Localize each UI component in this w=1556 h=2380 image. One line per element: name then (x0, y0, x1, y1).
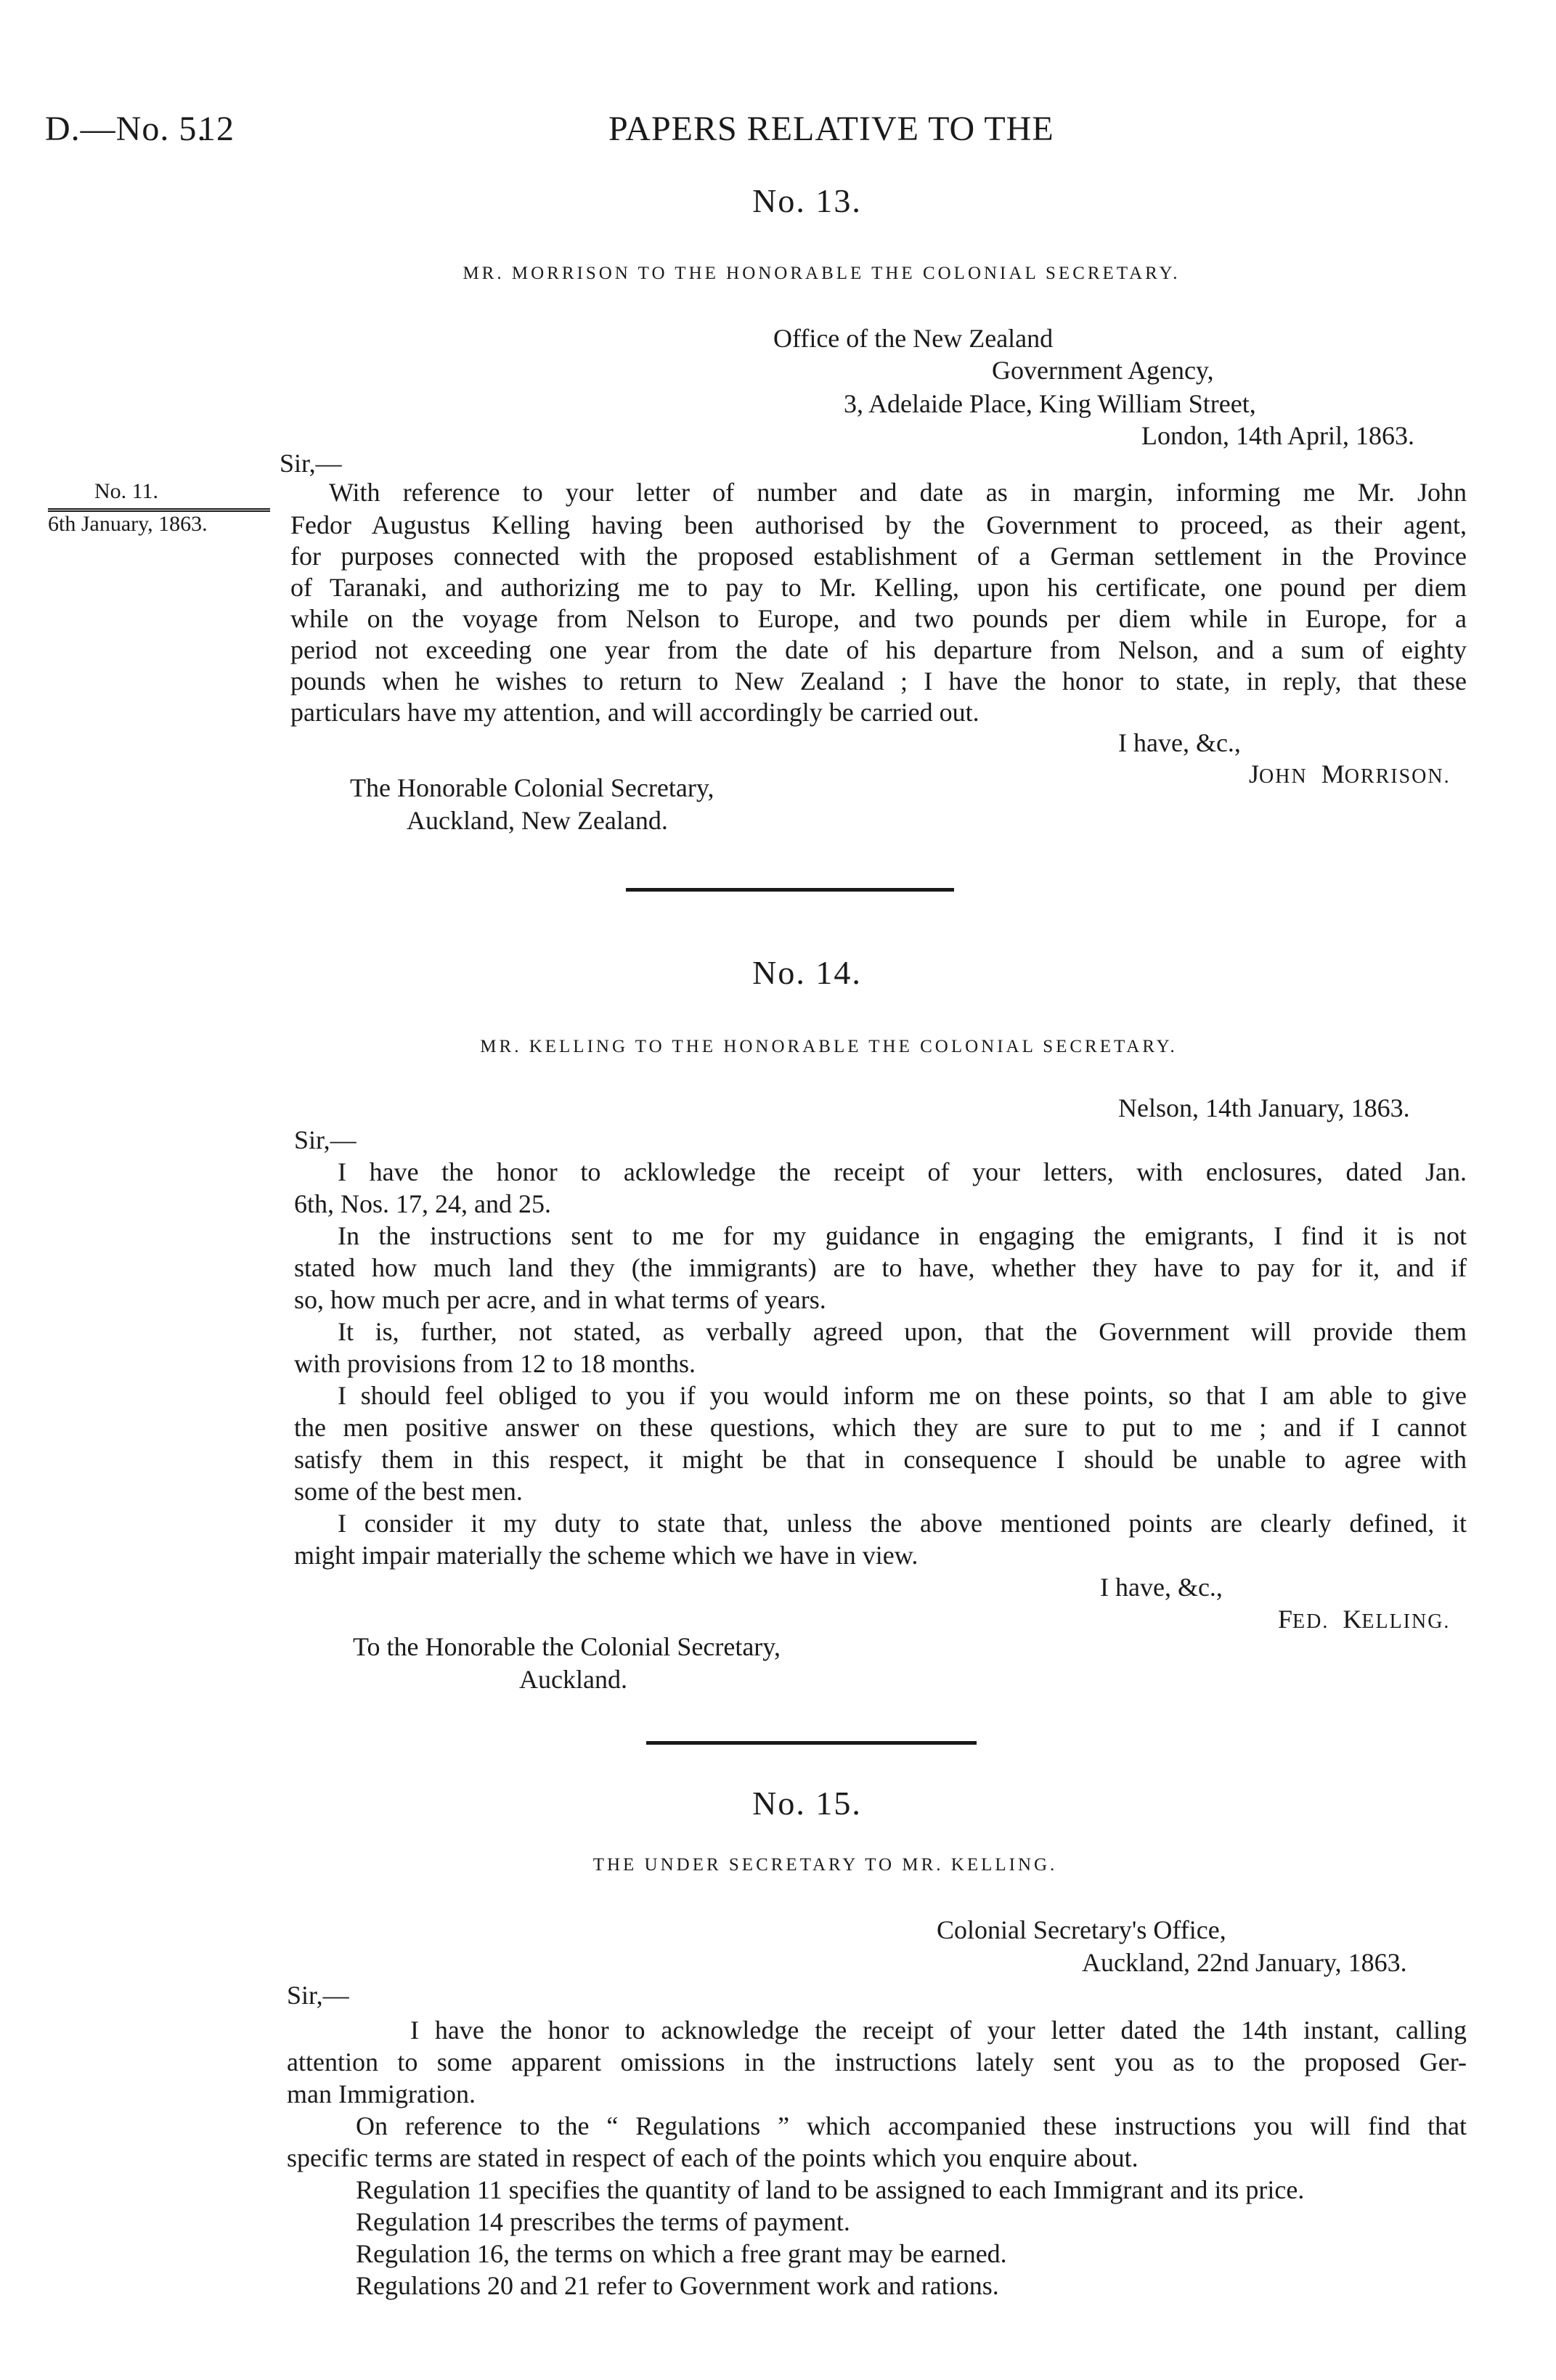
letter-15-body-line: Regulation 11 specifies the quantity of land to be assigned to each Immigrant and its price. (356, 2175, 1305, 2204)
letter-13-body-line: particulars have my attention, and will accordingly be carried out. (290, 698, 979, 727)
letter-15-body-line: Regulation 16, the terms on which a free grant may be earned. (356, 2239, 1007, 2268)
letter-15-body-line: man Immigration. (287, 2079, 476, 2108)
letter-14-number: No. 14. (752, 954, 862, 991)
letter-14-body-line: some of the best men. (294, 1477, 523, 1506)
letter-14-body-line: so, how much per acre, and in what terms of years. (294, 1285, 826, 1314)
signature-rest: OHN (1259, 765, 1308, 788)
letter-14-body-line: with provisions from 12 to 18 months. (294, 1349, 696, 1378)
letter-13-signature (1249, 761, 1451, 790)
series-number: D.—No. 5. (45, 110, 207, 148)
letter-15-body-line: specific terms are stated in respect of each of the points which you enquire about. (287, 2143, 1139, 2172)
letter-15-body-line: On reference to the “ Regulations ” which accompanied these instructions you will find that (356, 2111, 1467, 2140)
letter-14-body-line: satisfy them in this respect, it might be that in consequence I should be unable to agree with (294, 1445, 1467, 1474)
letter-13-address-line: London, 14th April, 1863. (1141, 421, 1414, 450)
margin-ref-date: 6th January, 1863. (48, 510, 270, 537)
letter-15-body-line: I have the honor to acknowledge the receipt of your letter dated the 14th instant, calling (410, 2016, 1467, 2045)
letter-15-body-line: Regulations 20 and 21 refer to Government work and rations. (356, 2271, 999, 2300)
letter-14-body-line: 6th, Nos. 17, 24, and 25. (294, 1189, 551, 1218)
letter-14-body-line: I consider it my duty to state that, unless the above mentioned points are clearly defined, it (338, 1509, 1467, 1538)
letter-13-address-line: 3, Adelaide Place, King William Street, (844, 389, 1256, 418)
letter-15-caption: THE UNDER SECRETARY TO MR. KELLING. (592, 1855, 1058, 1875)
letter-15-body-line: Regulation 14 prescribes the terms of payment. (356, 2207, 850, 2236)
signature-initial: K (1343, 1605, 1362, 1634)
signature-rest: ORRISON. (1344, 765, 1451, 788)
letter-14-body-line: It is, further, not stated, as verbally agreed upon, that the Government will provide them (338, 1317, 1467, 1346)
section-divider (646, 1741, 977, 1745)
letter-13-body-line: for purposes connected with the proposed establishment of a German settlement in the Province (290, 542, 1467, 571)
signature-initial: F (1278, 1605, 1293, 1634)
margin-ref-number: No. 11. (94, 479, 159, 503)
letter-15-number: No. 15. (752, 1785, 862, 1822)
running-title: PAPERS RELATIVE TO THE (608, 110, 1054, 148)
signature-initial: M (1321, 759, 1345, 788)
signature-initial: J (1249, 759, 1260, 788)
letter-13-body-line: of Taranaki, and authorizing me to pay to Mr. Kelling, upon his certificate, one pound per diem (290, 573, 1467, 602)
letter-14-body-line: might impair materially the scheme which we have in view. (294, 1541, 918, 1570)
letter-14-place-date: Nelson, 14th January, 1863. (1118, 1093, 1410, 1122)
section-divider (626, 888, 954, 892)
letter-14-body-line: the men positive answer on these questions, which they are sure to put to me ; and if I cannot (294, 1413, 1467, 1442)
letter-14-closing: I have, &c., (1100, 1573, 1223, 1602)
letter-13-recipient-line: The Honorable Colonial Secretary, (350, 773, 714, 802)
letter-14-body-line: I should feel obliged to you if you would inform me on these points, so that I am able to give (338, 1381, 1467, 1410)
letter-14-body-line: I have the honor to acklowledge the receipt of your letters, with enclosures, dated Jan. (338, 1157, 1467, 1186)
letter-13-address-line: Office of the New Zealand (773, 324, 1054, 353)
letter-13-number: No. 13. (752, 182, 862, 219)
letter-15-address-line: Colonial Secretary's Office, (937, 1915, 1226, 1944)
letter-13-address-line: Government Agency, (992, 356, 1214, 385)
letter-14-salutation: Sir,— (294, 1125, 357, 1154)
letter-15-body-line: attention to some apparent omissions in the instructions lately sent you as to the proposed Ger- (287, 2047, 1467, 2077)
signature-rest: ED. (1292, 1610, 1329, 1633)
letter-13-salutation: Sir,— (280, 449, 342, 478)
letter-13-body-line: while on the voyage from Nelson to Europe, and two pounds per diem while in Europe, for a (290, 604, 1467, 633)
letter-14-body-line: stated how much land they (the immigrants) are to have, whether they have to pay for it, and if (294, 1253, 1467, 1282)
letter-13-caption: MR. MORRISON TO THE HONORABLE THE COLONIAL SECRETARY. (463, 264, 1181, 283)
letter-14-body-line: In the instructions sent to me for my guidance in engaging the emigrants, I find it is not (338, 1221, 1467, 1250)
letter-13-closing: I have, &c., (1118, 728, 1241, 757)
letter-13-body-line: With reference to your letter of number and date as in margin, informing me Mr. John (329, 478, 1467, 507)
letter-14-recipient-line: Auckland. (519, 1665, 627, 1694)
page-number: 12 (198, 110, 235, 148)
letter-13-body-line: Fedor Augustus Kelling having been authorised by the Government to proceed, as their agent, (290, 510, 1467, 539)
signature-rest: ELLING. (1361, 1610, 1451, 1633)
letter-14-recipient-line: To the Honorable the Colonial Secretary, (353, 1632, 781, 1661)
letter-15-salutation: Sir,— (287, 1981, 349, 2010)
letter-14-signature (1278, 1606, 1450, 1635)
margin-ref-rule (48, 508, 270, 510)
letter-14-caption: MR. KELLING TO THE HONORABLE THE COLONIAL SECRETARY. (480, 1037, 1178, 1056)
letter-13-body-line: period not exceeding one year from the date of his departure from Nelson, and a sum of eighty (290, 635, 1467, 664)
letter-15-address-line: Auckland, 22nd January, 1863. (1082, 1948, 1407, 1977)
letter-13-recipient-line: Auckland, New Zealand. (407, 806, 668, 835)
letter-13-body-line: pounds when he wishes to return to New Zealand ; I have the honor to state, in reply, that these (290, 667, 1467, 696)
